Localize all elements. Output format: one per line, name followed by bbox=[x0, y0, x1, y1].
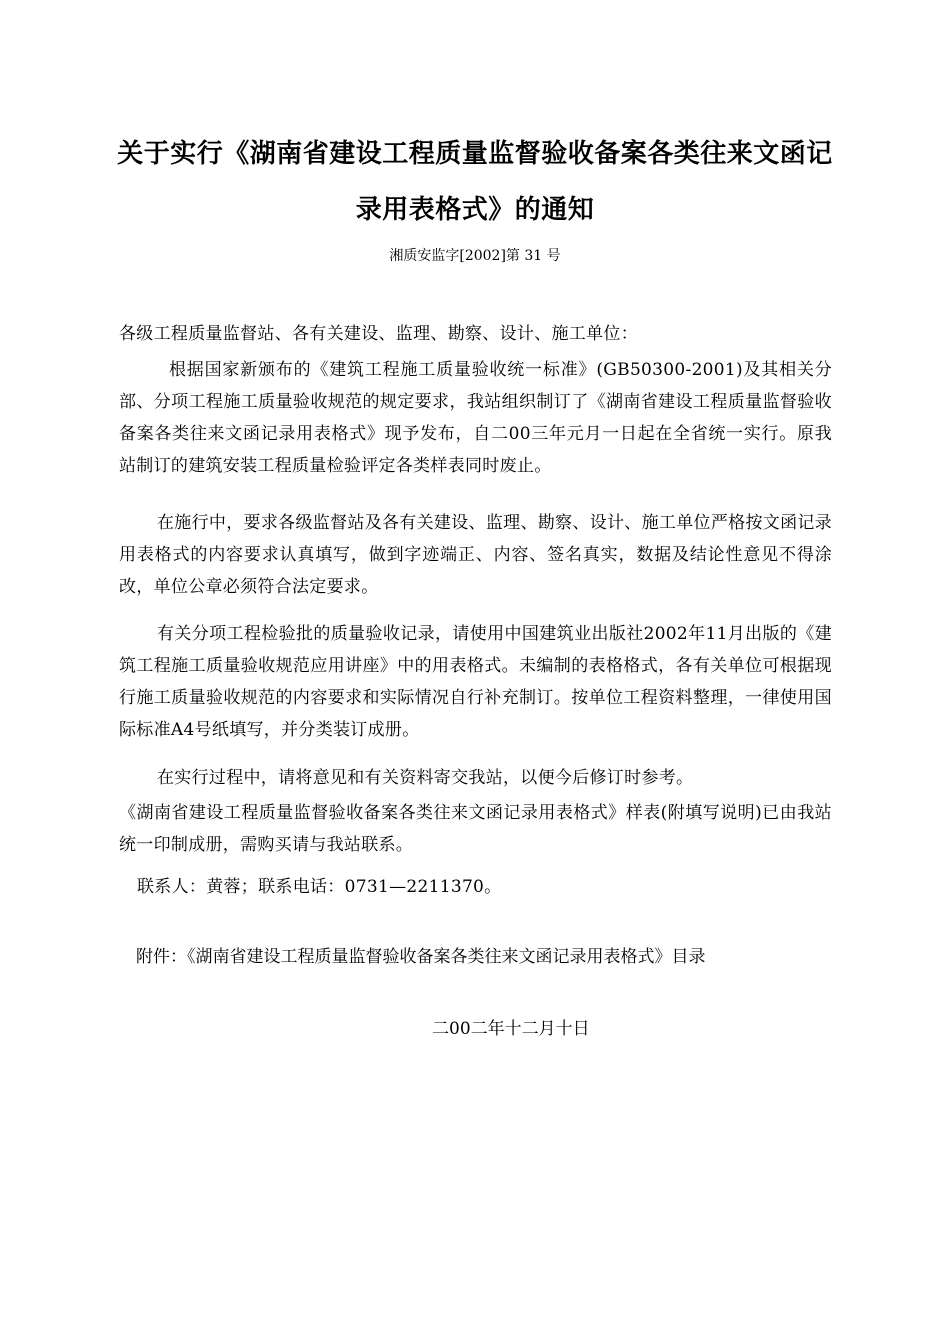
attachment-line: 附件：《湖南省建设工程质量监督验收备案各类往来文函记录用表格式》目录 bbox=[136, 947, 706, 967]
title-line-1: 关于实行《湖南省建设工程质量监督验收备案各类往来文函记 bbox=[117, 139, 833, 169]
document-title bbox=[100, 126, 850, 238]
paragraph-4: 在实行过程中，请将意见和有关资料寄交我站，以便今后修订时参考。 bbox=[157, 768, 694, 788]
salutation: 各级工程质量监督站、各有关建设、监理、勘察、设计、施工单位： bbox=[119, 324, 638, 344]
document-number: 湘质安监字[2002]第 31 号 bbox=[389, 248, 561, 264]
issue-date: 二00二年十二月十日 bbox=[432, 1019, 590, 1039]
contact-line: 联系人：黄蓉；联系电话：0731—2211370。 bbox=[137, 877, 502, 897]
title-line-2: 录用表格式》的通知 bbox=[355, 195, 595, 225]
paragraph-5: 《湖南省建设工程质量监督验收备案各类往来文函记录用表格式》样表(附填写说明)已由我站统一印制成册，需购买请与我站联系。 bbox=[119, 803, 832, 855]
paragraph-1: 根据国家新颁布的《建筑工程施工质量验收统一标准》(GB50300-2001)及其相关分部、分项工程施工质量验收规范的规定要求，我站组织制订了《湖南省建设工程质量监督验收备案各类往来文函记录用表格式》现予发布，自二00三年元月一日起在全省统一实行。原我站制订的建筑安装工程质量检验评定各类样表同时废止。 bbox=[119, 360, 832, 476]
paragraph-2: 在施行中，要求各级监督站及各有关建设、监理、勘察、设计、施工单位严格按文函记录用表格式的内容要求认真填写，做到字迹端正、内容、签名真实，数据及结论性意见不得涂改，单位公章必须符合法定要求。 bbox=[119, 513, 832, 597]
paragraph-3: 有关分项工程检验批的质量验收记录，请使用中国建筑业出版社2002年11月出版的《建筑工程施工质量验收规范应用讲座》中的用表格式。未编制的表格格式，各有关单位可根据现行施工质量验收规范的内容要求和实际情况自行补充制订。按单位工程资料整理，一律使用国际标准A4号纸填写，并分类装订成册。 bbox=[119, 624, 832, 740]
